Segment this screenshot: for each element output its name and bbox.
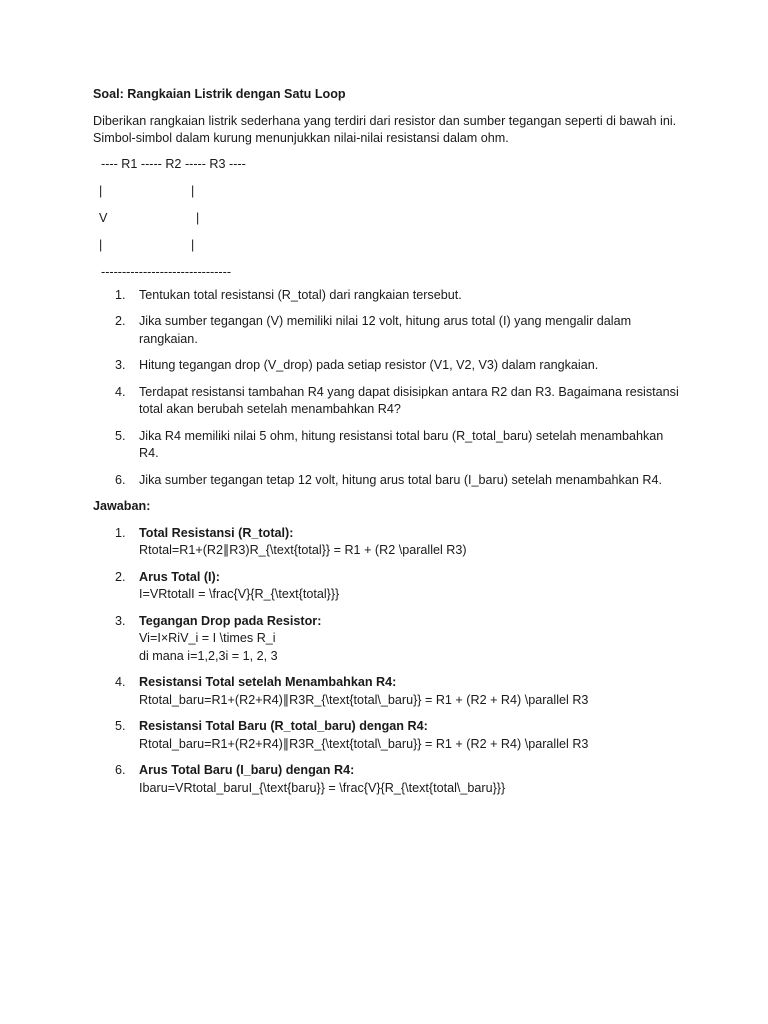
question-item (93, 287, 683, 305)
question-item (93, 472, 683, 490)
answer-formula: Vi=I×RiV_i = I \times R_i (139, 631, 276, 645)
answer-list (93, 525, 683, 798)
answer-formula: Rtotal=R1+(R2∥R3)R_{\text{total}} = R1 + (R2 \parallel R3) (139, 543, 467, 557)
diagram-right-bar: | (191, 237, 195, 252)
question-text: Jika R4 memiliki nilai 5 ohm, hitung resistansi total baru (R_total_baru) setelah menambahkan R4. (139, 428, 664, 460)
intro-paragraph: Diberikan rangkaian listrik sederhana yang terdiri dari resistor dan sumber tegangan seperti di bawah ini. Simbol-simbol dalam kurung menunjukkan nilai-nilai resistansi dalam ohm. (93, 113, 677, 145)
answer-formula: I=VRtotalI = \frac{V}{R_{\text{total}}} (139, 587, 340, 601)
diagram-bottom-wire: ------------------------------- (101, 264, 232, 279)
answer-item (93, 762, 683, 797)
question-text: Terdapat resistansi tambahan R4 yang dapat disisipkan antara R2 dan R3. Bagaimana resistansi total akan berubah setelah menambahkan R4? (139, 384, 679, 416)
question-number: 5. (115, 428, 126, 443)
answer-number: 5. (115, 719, 126, 733)
question-item (93, 384, 683, 419)
question-item (93, 428, 683, 463)
answer-title: Total Resistansi (R_total): (139, 525, 294, 540)
answer-item (93, 718, 683, 753)
answer-item (93, 613, 683, 666)
diagram-right-bar: | (191, 183, 195, 198)
question-text: Jika sumber tegangan (V) memiliki nilai 12 volt, hitung arus total (I) yang mengalir dalam rangkaian. (139, 314, 632, 346)
answer-number: 6. (115, 763, 126, 777)
answer-title: Arus Total Baru (I_baru) dengan R4: (139, 763, 355, 777)
question-text: Tentukan total resistansi (R_total) dari rangkaian tersebut. (139, 287, 462, 302)
question-number: 1. (115, 287, 126, 302)
answer-title: Tegangan Drop pada Resistor: (139, 613, 322, 628)
diagram-voltage-source: V (99, 210, 108, 225)
answer-formula-note: di mana i=1,2,3i = 1, 2, 3 (139, 648, 278, 663)
document-page (93, 86, 683, 806)
question-item (93, 313, 683, 348)
question-text: Hitung tegangan drop (V_drop) pada setiap resistor (V1, V2, V3) dalam rangkaian. (139, 358, 599, 372)
question-item (93, 357, 683, 375)
answer-item (93, 525, 683, 560)
answer-title: Arus Total (I): (139, 569, 220, 584)
question-number: 2. (115, 314, 126, 328)
answer-item (93, 674, 683, 709)
question-list (93, 287, 683, 490)
answer-number: 3. (115, 613, 126, 628)
diagram-top-wire: ---- R1 ----- R2 ----- R3 ---- (101, 156, 246, 171)
question-number: 6. (115, 472, 126, 487)
document-title: Soal: Rangkaian Listrik dengan Satu Loop (93, 87, 346, 101)
answer-formula: Rtotal_baru=R1+(R2+R4)∥R3R_{\text{total\_baru}} = R1 + (R2 + R4) \parallel R3 (139, 736, 589, 751)
answer-formula: Rtotal_baru=R1+(R2+R4)∥R3R_{\text{total\_baru}} = R1 + (R2 + R4) \parallel R3 (139, 692, 589, 707)
circuit-diagram (93, 156, 683, 278)
diagram-right-bar: | (196, 210, 200, 225)
question-number: 4. (115, 384, 126, 399)
answer-title: Resistansi Total setelah Menambahkan R4: (139, 675, 397, 689)
answer-number: 1. (115, 525, 126, 540)
question-text: Jika sumber tegangan tetap 12 volt, hitung arus total baru (I_baru) setelah menambahkan R4. (139, 472, 662, 487)
answer-formula: Ibaru=VRtotal_baruI_{\text{baru}} = \frac{V}{R_{\text{total\_baru}}} (139, 780, 506, 795)
answers-heading: Jawaban: (93, 499, 151, 513)
question-number: 3. (115, 358, 126, 372)
answer-item (93, 569, 683, 604)
answer-title: Resistansi Total Baru (R_total_baru) dengan R4: (139, 719, 428, 733)
answer-number: 4. (115, 675, 126, 689)
answer-number: 2. (115, 569, 126, 584)
diagram-left-bar: | (99, 237, 103, 252)
diagram-left-bar: | (99, 183, 103, 198)
